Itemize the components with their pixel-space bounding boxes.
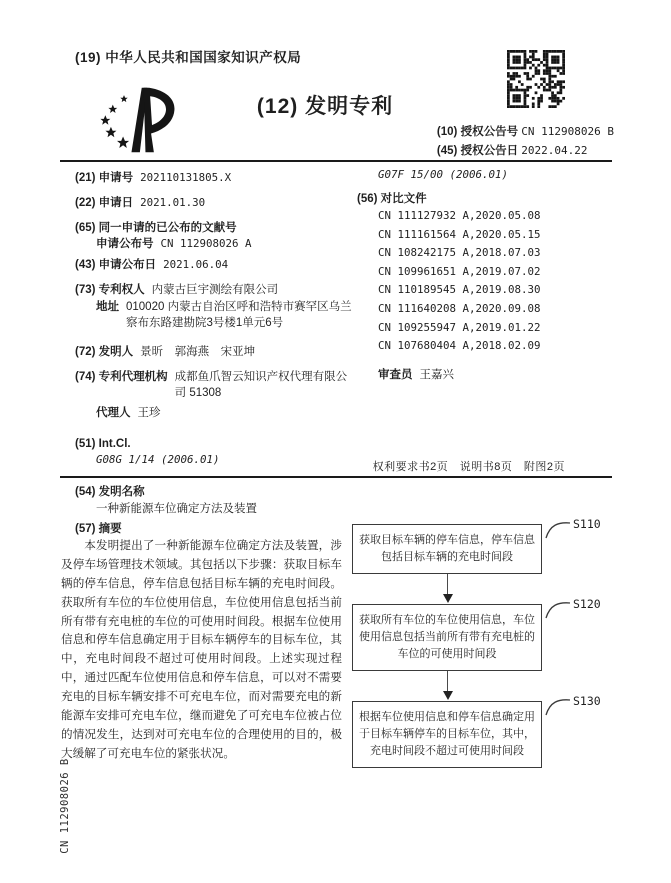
agent-value: 王珍 — [137, 407, 161, 420]
flowchart-step-2 — [352, 597, 601, 671]
citations-label: (56) 对比文件 — [357, 193, 427, 206]
callout-curve — [545, 519, 571, 539]
publication-date-row — [75, 257, 353, 273]
publication-number-value: CN 112908026 A — [160, 237, 252, 251]
publication-ref-label: (65) 同一申请的已公布的文献号 — [75, 222, 237, 235]
flowchart-step-1-label: S110 — [573, 517, 601, 531]
grant-number-label: (10) 授权公告号 — [436, 126, 519, 138]
citation-item: CN 108242175 A,2018.07.03 — [378, 246, 541, 260]
application-date-row — [75, 195, 353, 211]
grant-info-block — [437, 123, 614, 161]
grant-number-value: CN 112908026 B — [521, 125, 614, 138]
callout-curve — [545, 696, 571, 716]
inventors-row — [75, 344, 353, 360]
agent-row — [75, 405, 353, 421]
patentee-value: 内蒙古巨宇测绘有限公司 — [151, 284, 279, 297]
flowchart-step-2-callout — [545, 599, 601, 619]
flowchart-step-1 — [352, 517, 601, 574]
flowchart-box-2: 获取所有车位的车位使用信息，车位使用信息包括当前所有带有充电桩的车位的可使用时间段 — [352, 604, 542, 671]
agency-value: 成都鱼爪智云知识产权代理有限公司 51308 — [174, 370, 348, 399]
application-number-value: 202110131805.X — [140, 171, 232, 184]
citation-item: CN 111127932 A,2020.05.08 — [378, 209, 541, 223]
document-type-title: (12) 发明专利 — [256, 95, 394, 118]
flowchart-step-3-label: S130 — [573, 694, 601, 709]
biblio-left-column — [75, 170, 353, 467]
abstract-text: 本发明提出了一种新能源车位确定方法及装置，涉及停车场管理技术领域。其包括以下步骤：获取目标车辆的停车信息，停车信息包括目标车辆的充电时间段。获取所有车位的车位使用信息，车位使用信息包括当前所有带有充电桩的车位的可使用时间段。根据车位使用信息和停车信息确定用于目标车辆停车的目标车位，其中，充电时间段不超过可使用时间段。上述实现过程中，通过匹配车位使用信息和停车信息，可以对不需要充电的目标车辆安排不可充电车位，而对需要充电的新能源车安排可充电车位，继而避免了可充电车位被占位的情况发生，达到对可充电车位的合理使用的目的，极大缓解了可充电车位的紧张状况。 — [61, 539, 342, 760]
flowchart-box-1: 获取目标车辆的停车信息，停车信息包括目标车辆的充电时间段 — [352, 524, 542, 574]
inventors-value: 景昕 郭海燕 宋亚坤 — [140, 345, 256, 358]
intcl-value: G08G 1/14 (2006.01) — [96, 453, 220, 467]
invention-title: 一种新能源车位确定方法及装置 — [96, 503, 257, 516]
address-value: 010020 内蒙古自治区呼和浩特市赛罕区乌兰察布东路建勘院3号楼1单元6号 — [126, 300, 352, 329]
examiner-label: 审查员 — [378, 368, 413, 381]
cnipa-logo — [96, 84, 180, 161]
address-label: 地址 — [96, 300, 119, 313]
application-number-label: (21) 申请号 — [75, 172, 134, 184]
citation-item: CN 110189545 A,2019.08.30 — [378, 283, 541, 297]
flowchart-figure — [352, 517, 601, 768]
flowchart-arrow-2 — [352, 671, 542, 701]
callout-curve — [545, 599, 571, 619]
flowchart-step-2-label: S120 — [573, 597, 601, 612]
publication-number-label: 申请公布号 — [96, 238, 154, 251]
invention-title-block — [75, 484, 257, 519]
publication-date-value: 2021.06.04 — [163, 258, 229, 272]
agency-row — [75, 369, 353, 401]
publication-date-label: (43) 申请公布日 — [75, 259, 157, 272]
application-date-value: 2021.01.30 — [140, 196, 206, 210]
citation-item: CN 107680404 A,2018.02.09 — [378, 339, 541, 353]
citation-item: CN 109961651 A,2019.07.02 — [378, 264, 541, 278]
intcl-label: (51) Int.Cl. — [75, 438, 131, 451]
patentee-label: (73) 专利权人 — [75, 284, 145, 297]
grant-number-row — [437, 123, 614, 142]
header-divider — [60, 160, 612, 162]
flowchart-box-3: 根据车位使用信息和停车信息确定用于目标车辆停车的目标车位，其中，充电时间段不超过可使用时间段 — [352, 701, 542, 768]
citation-item: CN 109255947 A,2019.01.22 — [378, 320, 541, 334]
grant-date-row — [437, 142, 614, 161]
application-number-row — [75, 170, 353, 186]
examiner-value: 王嘉兴 — [419, 368, 454, 381]
invention-title-label: (54) 发明名称 — [75, 486, 145, 498]
publication-number-row — [75, 236, 353, 252]
section-divider — [60, 476, 612, 478]
patentee-row — [75, 282, 353, 298]
citations-list — [357, 207, 619, 356]
patentee-block — [75, 282, 353, 330]
issuing-office-title: (19) 中华人民共和国国家知识产权局 — [75, 50, 302, 65]
citation-item: CN 111161564 A,2020.05.15 — [378, 227, 541, 241]
agent-label: 代理人 — [96, 407, 131, 420]
grant-date-value: 2022.04.22 — [521, 143, 588, 157]
flowchart-step-3-callout — [545, 696, 601, 716]
address-row — [75, 299, 353, 331]
biblio-right-column — [357, 167, 619, 383]
intcl-value-2: G07F 15/00 (2006.01) — [378, 168, 509, 181]
examiner-row — [357, 367, 619, 383]
grant-date-label: (45) 授权公告日 — [436, 144, 519, 157]
flowchart-step-3 — [352, 694, 601, 768]
abstract-label: (57) 摘要 — [75, 523, 122, 535]
flowchart-arrow-1 — [352, 574, 542, 604]
inventors-label: (72) 发明人 — [75, 345, 134, 358]
side-document-number: CN 112908026 B — [59, 758, 71, 854]
agency-block — [75, 369, 353, 421]
flowchart-step-1-callout — [545, 519, 601, 539]
intcl-block — [75, 436, 353, 467]
application-date-label: (22) 申请日 — [75, 197, 134, 210]
citation-item: CN 111640208 A,2020.09.08 — [378, 302, 541, 316]
agency-label: (74) 专利代理机构 — [75, 370, 168, 383]
pages-summary: 权利要求书2页 说明书8页 附图2页 — [372, 461, 565, 473]
publication-ref-block — [75, 220, 353, 252]
qr-code — [507, 50, 565, 108]
